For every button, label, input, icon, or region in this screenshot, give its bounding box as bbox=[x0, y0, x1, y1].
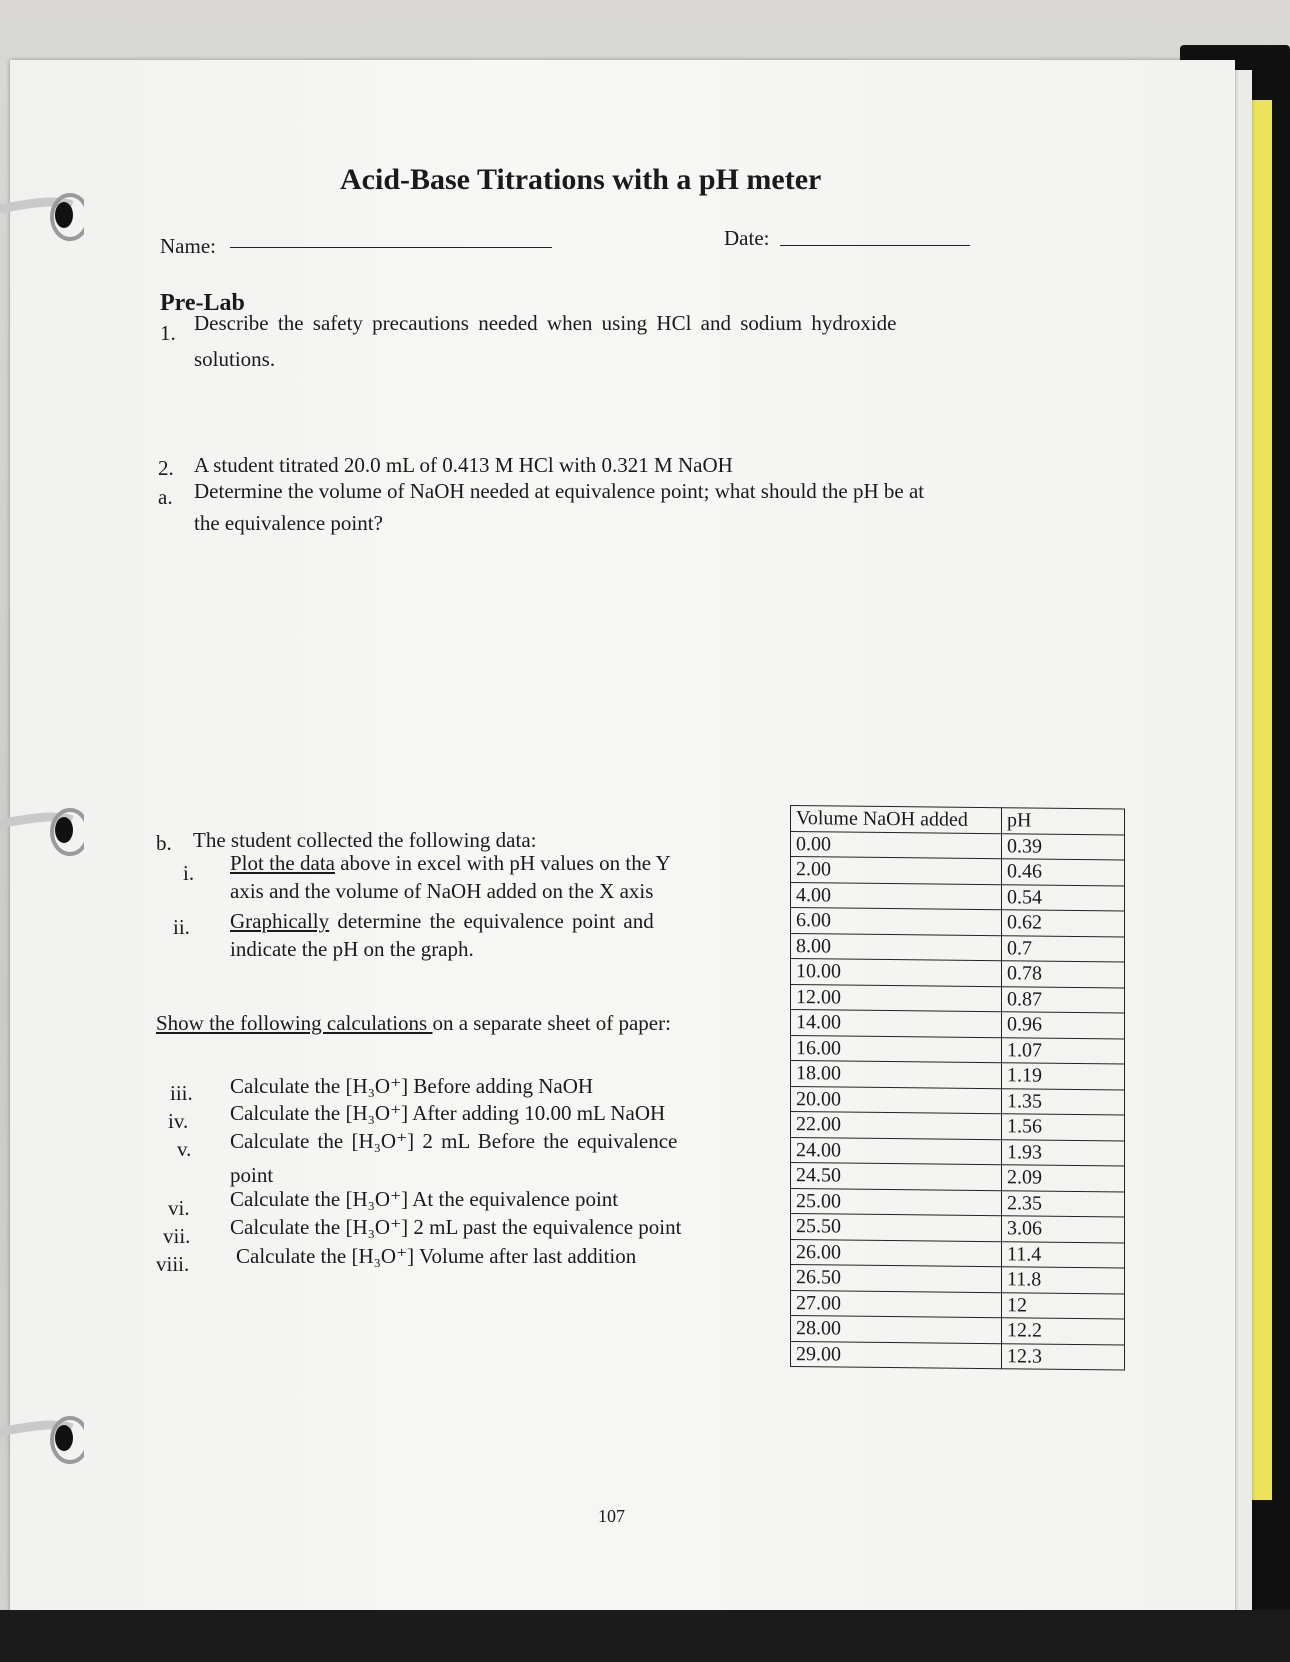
table-row bbox=[791, 1086, 1125, 1115]
table-row bbox=[791, 1290, 1125, 1319]
section-heading-prelab: Pre-Lab bbox=[160, 290, 245, 316]
binder-ring-bottom bbox=[0, 1408, 84, 1468]
sub-ii-number: ii. bbox=[173, 915, 190, 939]
table-cell-ph: 0.87 bbox=[1002, 986, 1125, 1013]
date-label: Date: bbox=[724, 226, 770, 250]
table-cell-ph: 0.62 bbox=[1002, 910, 1125, 937]
table-cell-volume: 18.00 bbox=[791, 1061, 1002, 1089]
table-cell-volume: 29.00 bbox=[791, 1341, 1002, 1369]
table-cell-volume: 2.00 bbox=[791, 857, 1002, 885]
table-cell-ph: 1.19 bbox=[1002, 1063, 1125, 1090]
table-cell-ph: 3.06 bbox=[1002, 1216, 1125, 1243]
table-row bbox=[791, 1188, 1125, 1217]
calc-v-number: v. bbox=[177, 1137, 192, 1161]
table-cell-volume: 26.50 bbox=[791, 1265, 1002, 1293]
table-cell-volume: 6.00 bbox=[791, 908, 1002, 936]
graphically-underlined: Graphically bbox=[230, 909, 330, 933]
qa-letter: a. bbox=[158, 485, 173, 509]
name-blank-line[interactable] bbox=[230, 247, 552, 248]
table-row bbox=[791, 1112, 1125, 1141]
calc-viii-number: viii. bbox=[156, 1252, 190, 1276]
binder-ring-top bbox=[0, 185, 84, 245]
table-row bbox=[791, 1061, 1125, 1090]
table-cell-volume: 4.00 bbox=[791, 882, 1002, 910]
table-cell-ph: 1.56 bbox=[1002, 1114, 1125, 1141]
table-cell-volume: 12.00 bbox=[791, 984, 1002, 1012]
calc-vi-text: Calculate the [H₃O⁺] At the equivalence point bbox=[230, 1187, 619, 1211]
binder-ring-middle bbox=[0, 800, 84, 860]
sub-ii-line1 bbox=[230, 908, 654, 934]
table-row bbox=[791, 831, 1125, 860]
table-row bbox=[791, 1010, 1125, 1039]
table-cell-ph: 12 bbox=[1002, 1292, 1125, 1319]
show-calculations-rest: on a separate sheet of paper: bbox=[432, 1011, 671, 1035]
sub-ii-line2: indicate the pH on the graph. bbox=[230, 937, 474, 961]
table-cell-ph: 11.4 bbox=[1002, 1241, 1125, 1268]
table-row bbox=[791, 908, 1125, 937]
page-title: Acid-Base Titrations with a pH meter bbox=[340, 163, 822, 196]
calc-vi-number: vi. bbox=[168, 1196, 190, 1220]
calc-iv-text: Calculate the [H₃O⁺] After adding 10.00 mL NaOH bbox=[230, 1101, 666, 1125]
table-row bbox=[791, 1214, 1125, 1243]
table-cell-ph: 2.09 bbox=[1002, 1165, 1125, 1192]
qa-text-line1: Determine the volume of NaOH needed at equivalence point; what should the pH be at bbox=[194, 479, 925, 503]
page-number: 107 bbox=[598, 1506, 625, 1526]
sub-i-line1 bbox=[230, 850, 671, 876]
name-label: Name: bbox=[160, 234, 216, 258]
table-row bbox=[791, 984, 1125, 1013]
calc-vii-number: vii. bbox=[163, 1224, 191, 1248]
q2-number: 2. bbox=[158, 456, 174, 480]
calc-iii-number: iii. bbox=[170, 1081, 193, 1105]
table-cell-ph: 0.7 bbox=[1002, 935, 1125, 962]
table-cell-volume: 27.00 bbox=[791, 1290, 1002, 1318]
table-row bbox=[791, 933, 1125, 962]
q1-number: 1. bbox=[160, 321, 176, 345]
titration-data-table bbox=[790, 805, 1125, 1371]
table-row bbox=[791, 857, 1125, 886]
table-cell-volume: 25.00 bbox=[791, 1188, 1002, 1216]
table-row bbox=[791, 1137, 1125, 1166]
calc-v-text-continued: point bbox=[230, 1163, 274, 1187]
table-cell-ph: 1.93 bbox=[1002, 1139, 1125, 1166]
qb-letter: b. bbox=[156, 831, 172, 855]
table-cell-ph: 12.2 bbox=[1002, 1318, 1125, 1345]
table-cell-volume: 24.00 bbox=[791, 1137, 1002, 1165]
q1-text-line2: solutions. bbox=[194, 347, 276, 371]
sub-i-number: i. bbox=[183, 861, 195, 885]
table-cell-ph: 0.39 bbox=[1002, 833, 1125, 860]
table-cell-volume: 22.00 bbox=[791, 1112, 1002, 1140]
calc-vii-text: Calculate the [H₃O⁺] 2 mL past the equivalence point bbox=[230, 1215, 682, 1239]
binder-bottom-edge bbox=[0, 1610, 1290, 1662]
table-cell-ph: 1.07 bbox=[1002, 1037, 1125, 1064]
table-cell-volume: 14.00 bbox=[791, 1010, 1002, 1038]
table-row bbox=[791, 1265, 1125, 1294]
table-cell-volume: 20.00 bbox=[791, 1086, 1002, 1114]
table-row bbox=[791, 1035, 1125, 1064]
table-cell-volume: 16.00 bbox=[791, 1035, 1002, 1063]
calc-viii-text: Calculate the [H₃O⁺] Volume after last addition bbox=[236, 1244, 637, 1268]
calc-iii-text: Calculate the [H₃O⁺] Before adding NaOH bbox=[230, 1074, 594, 1098]
table-row bbox=[791, 959, 1125, 988]
table-cell-ph: 12.3 bbox=[1002, 1343, 1125, 1370]
table-row bbox=[791, 1341, 1125, 1370]
date-blank-line[interactable] bbox=[780, 245, 970, 246]
q1-text-line1: Describe the safety precautions needed when using HCl and sodium hydroxide bbox=[194, 311, 897, 335]
calc-v-text: Calculate the [H₃O⁺] 2 mL Before the equivalence bbox=[230, 1129, 678, 1153]
table-row bbox=[791, 1316, 1125, 1345]
table-cell-volume: 10.00 bbox=[791, 959, 1002, 987]
table-cell-volume: 26.00 bbox=[791, 1239, 1002, 1267]
sub-ii-line1-rest: determine the equivalence point and bbox=[329, 909, 654, 933]
show-calculations-underlined: Show the following calculations bbox=[156, 1011, 433, 1035]
table-cell-volume: 0.00 bbox=[791, 831, 1002, 859]
qb-text: The student collected the following data: bbox=[193, 828, 537, 852]
show-calculations-line bbox=[156, 1010, 671, 1036]
table-cell-volume: 24.50 bbox=[791, 1163, 1002, 1191]
table-cell-ph: 11.8 bbox=[1002, 1267, 1125, 1294]
table-cell-ph: 0.78 bbox=[1002, 961, 1125, 988]
sub-i-line2: axis and the volume of NaOH added on the X axis bbox=[230, 879, 654, 903]
table-header-row bbox=[791, 806, 1125, 835]
sub-i-line1-rest: above in excel with pH values on the Y bbox=[334, 851, 671, 875]
table-cell-ph: 0.54 bbox=[1002, 884, 1125, 911]
table-cell-ph: 0.46 bbox=[1002, 859, 1125, 886]
table-cell-volume: 28.00 bbox=[791, 1316, 1002, 1344]
table-header-ph: pH bbox=[1002, 808, 1125, 835]
table-row bbox=[791, 1239, 1125, 1268]
qa-text-line2: the equivalence point? bbox=[194, 511, 383, 535]
table-cell-volume: 8.00 bbox=[791, 933, 1002, 961]
table-header-volume: Volume NaOH added bbox=[791, 806, 1002, 834]
plot-the-data-underlined: Plot the data bbox=[230, 851, 335, 875]
table-cell-ph: 1.35 bbox=[1002, 1088, 1125, 1115]
table-cell-volume: 25.50 bbox=[791, 1214, 1002, 1242]
table-row bbox=[791, 1163, 1125, 1192]
table-body bbox=[791, 831, 1125, 1370]
table-cell-ph: 0.96 bbox=[1002, 1012, 1125, 1039]
table-cell-ph: 2.35 bbox=[1002, 1190, 1125, 1217]
q2-text: A student titrated 20.0 mL of 0.413 M HCl with 0.321 M NaOH bbox=[194, 453, 733, 477]
table-row bbox=[791, 882, 1125, 911]
calc-iv-number: iv. bbox=[168, 1109, 189, 1133]
